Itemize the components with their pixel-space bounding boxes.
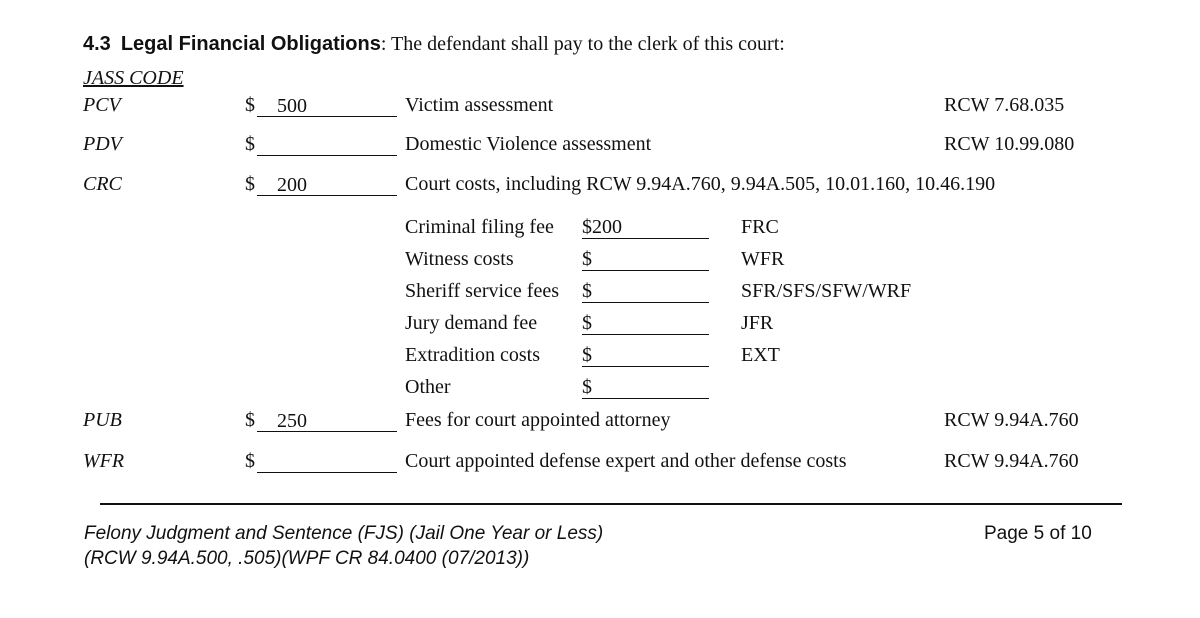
- amount-value: $: [582, 248, 709, 271]
- cost-label-other: Other: [405, 376, 451, 398]
- amount-value: $: [582, 344, 709, 367]
- cost-label-extradition-costs: Extradition costs: [405, 344, 540, 366]
- dollar-sign: $: [245, 409, 255, 431]
- amount-value: 500: [257, 95, 397, 117]
- cost-label-sheriff-service-fees: Sheriff service fees: [405, 280, 560, 302]
- cost-label-jury-demand-fee: Jury demand fee: [405, 312, 538, 334]
- row-description-pub: Fees for court appointed attorney: [405, 409, 671, 431]
- row-code-pub: PUB: [83, 409, 122, 431]
- footer-form-reference: (RCW 9.94A.500, .505)(WPF CR 84.0400 (07/2013)): [84, 548, 530, 569]
- cost-code-frc: FRC: [741, 216, 779, 238]
- cost-code-wfr: WFR: [741, 248, 785, 270]
- cost-code-ext: EXT: [741, 344, 780, 366]
- row-description-wfr: Court appointed defense expert and other defense costs: [405, 450, 847, 472]
- footer-divider: [100, 503, 1122, 505]
- page-number: Page 5 of 10: [984, 523, 1092, 544]
- jass-code-header: JASS CODE: [83, 67, 184, 89]
- amount-value: [257, 134, 397, 156]
- row-amount-wfr[interactable]: [245, 450, 397, 473]
- row-code-pdv: PDV: [83, 133, 122, 155]
- row-rcw-pdv: RCW 10.99.080: [944, 133, 1075, 155]
- dollar-sign: $: [245, 133, 255, 155]
- row-rcw-pcv: RCW 7.68.035: [944, 94, 1065, 116]
- row-code-wfr: WFR: [83, 450, 125, 472]
- cost-code-sfr: SFR/SFS/SFW/WRF: [741, 280, 912, 302]
- row-code-pcv: PCV: [83, 94, 121, 116]
- cost-amount-jury-demand-fee[interactable]: [582, 312, 709, 335]
- row-amount-pcv[interactable]: [245, 94, 397, 117]
- row-description-crc: Court costs, including RCW 9.94A.760, 9.94A.505, 10.01.160, 10.46.190: [405, 173, 996, 195]
- cost-amount-witness-costs[interactable]: [582, 248, 709, 271]
- section-heading: [83, 33, 785, 56]
- amount-value: $: [582, 376, 709, 399]
- section-number: 4.3: [83, 33, 111, 55]
- cost-amount-extradition-costs[interactable]: [582, 344, 709, 367]
- row-code-crc: CRC: [83, 173, 122, 195]
- cost-code-jfr: JFR: [741, 312, 774, 334]
- row-description-pdv: Domestic Violence assessment: [405, 133, 652, 155]
- amount-value: [257, 451, 397, 473]
- section-lead-text: : The defendant shall pay to the clerk of this court:: [380, 33, 785, 55]
- dollar-sign: $: [245, 173, 255, 195]
- amount-value: $: [582, 280, 709, 303]
- cost-amount-other[interactable]: [582, 376, 709, 399]
- row-rcw-wfr: RCW 9.94A.760: [944, 450, 1079, 472]
- section-title: Legal Financial Obligations: [120, 33, 381, 55]
- row-amount-crc[interactable]: [245, 173, 397, 196]
- row-amount-pdv[interactable]: [245, 133, 397, 156]
- amount-value: 200: [257, 174, 397, 196]
- row-amount-pub[interactable]: [245, 409, 397, 432]
- row-description-pcv: Victim assessment: [405, 94, 554, 116]
- amount-value: $: [582, 312, 709, 335]
- amount-value: $200: [582, 216, 709, 239]
- cost-label-witness-costs: Witness costs: [405, 248, 514, 270]
- cost-amount-criminal-filing-fee[interactable]: [582, 216, 709, 239]
- dollar-sign: $: [245, 94, 255, 116]
- footer-form-title: Felony Judgment and Sentence (FJS) (Jail One Year or Less): [84, 523, 604, 544]
- cost-amount-sheriff-service-fees[interactable]: [582, 280, 709, 303]
- amount-value: 250: [257, 410, 397, 432]
- row-rcw-pub: RCW 9.94A.760: [944, 409, 1079, 431]
- dollar-sign: $: [245, 450, 255, 472]
- cost-label-criminal-filing-fee: Criminal filing fee: [405, 216, 554, 238]
